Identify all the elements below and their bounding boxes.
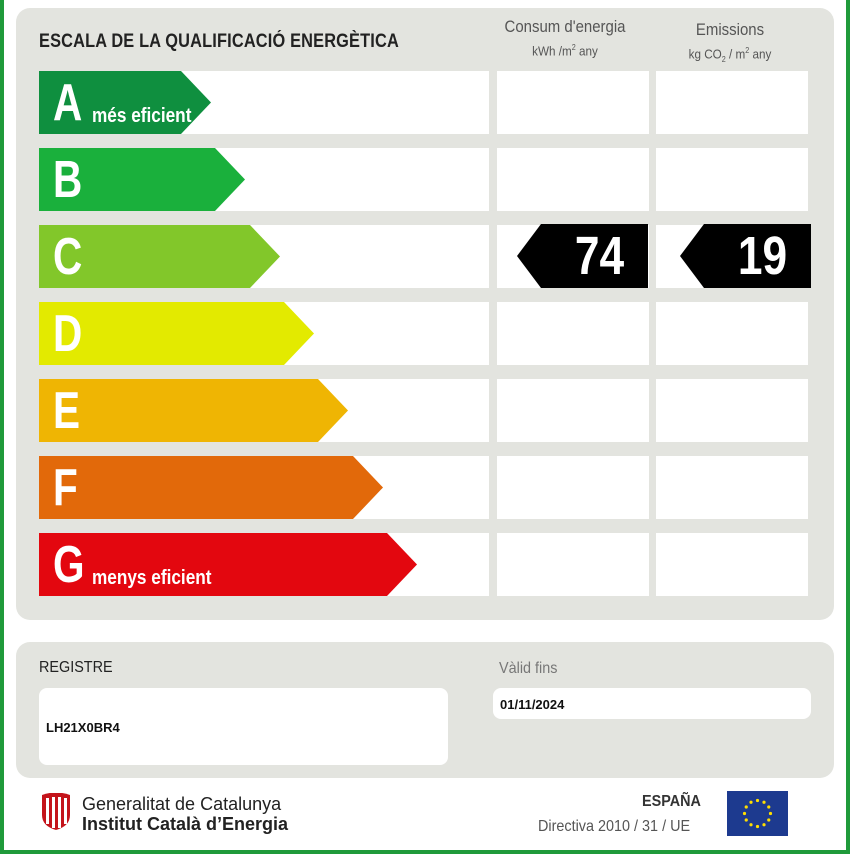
class-letter: A bbox=[53, 74, 83, 132]
consumption-title: Consum d'energia bbox=[504, 17, 626, 36]
class-caption: menys eficient bbox=[92, 567, 212, 589]
class-arrow-shape bbox=[39, 456, 383, 519]
class-arrow-shape bbox=[39, 379, 348, 442]
institute-name: Institut Català d’Energia bbox=[82, 814, 289, 834]
register-value: LH21X0BR4 bbox=[46, 720, 120, 735]
class-arrow-e bbox=[39, 379, 348, 442]
class-letter: B bbox=[53, 151, 83, 209]
consumption-cell-a bbox=[497, 71, 649, 134]
valid-until-value: 01/11/2024 bbox=[500, 697, 565, 712]
emissions-badge bbox=[680, 224, 811, 288]
scale-title: ESCALA DE LA QUALIFICACIÓ ENERGÈTICA bbox=[39, 31, 399, 52]
class-letter: F bbox=[53, 459, 78, 517]
generalitat-logo-icon bbox=[39, 793, 73, 831]
emissions-cell-e bbox=[656, 379, 808, 442]
emissions-value: 19 bbox=[737, 226, 787, 286]
class-arrow-b bbox=[39, 148, 245, 211]
flag-star bbox=[767, 805, 770, 808]
emissions-unit: kg $CO_2 / m^2$ any bbox=[688, 46, 772, 64]
directive-label: Directiva 2010 / 31 / UE bbox=[538, 818, 691, 835]
eu-flag-icon bbox=[727, 791, 788, 836]
emissions-cell-d bbox=[656, 302, 808, 365]
emissions-header bbox=[655, 20, 805, 64]
flag-star bbox=[749, 801, 752, 804]
flag-star bbox=[767, 818, 770, 821]
consumption-value: 74 bbox=[574, 226, 624, 286]
class-letter: D bbox=[53, 305, 83, 363]
class-letter: G bbox=[53, 536, 85, 594]
consumption-cell-e bbox=[497, 379, 649, 442]
emissions-cell-a bbox=[656, 71, 808, 134]
class-letter: E bbox=[53, 382, 81, 440]
flag-star bbox=[762, 823, 765, 826]
class-arrow-a bbox=[39, 71, 211, 134]
flag-star bbox=[749, 823, 752, 826]
flag-star bbox=[745, 818, 748, 821]
flag-star bbox=[769, 812, 772, 815]
consumption-badge bbox=[517, 224, 648, 288]
valid-until-label: Vàlid fins bbox=[499, 660, 558, 677]
class-letter: C bbox=[53, 228, 83, 286]
class-caption: més eficient bbox=[92, 105, 192, 127]
consumption-cell-f bbox=[497, 456, 649, 519]
consumption-header bbox=[490, 17, 640, 58]
flag-star bbox=[743, 812, 746, 815]
flag-star bbox=[762, 801, 765, 804]
emissions-cell-g bbox=[656, 533, 808, 596]
organization-name: Generalitat de Catalunya bbox=[82, 794, 282, 814]
consumption-cell-b bbox=[497, 148, 649, 211]
class-arrow-f bbox=[39, 456, 383, 519]
flag-star bbox=[745, 805, 748, 808]
country-label: ESPAÑA bbox=[642, 793, 701, 810]
emissions-title: Emissions bbox=[695, 20, 765, 39]
emissions-cell-f bbox=[656, 456, 808, 519]
consumption-cell-d bbox=[497, 302, 649, 365]
flag-star bbox=[756, 799, 759, 802]
flag-star bbox=[756, 825, 759, 828]
emissions-cell-b bbox=[656, 148, 808, 211]
class-arrow-d bbox=[39, 302, 314, 365]
consumption-unit: kWh $/m^2$ any bbox=[532, 43, 598, 59]
consumption-cell-g bbox=[497, 533, 649, 596]
class-arrow-g bbox=[39, 533, 417, 596]
class-arrow-c bbox=[39, 225, 280, 288]
register-label: REGISTRE bbox=[39, 659, 113, 676]
